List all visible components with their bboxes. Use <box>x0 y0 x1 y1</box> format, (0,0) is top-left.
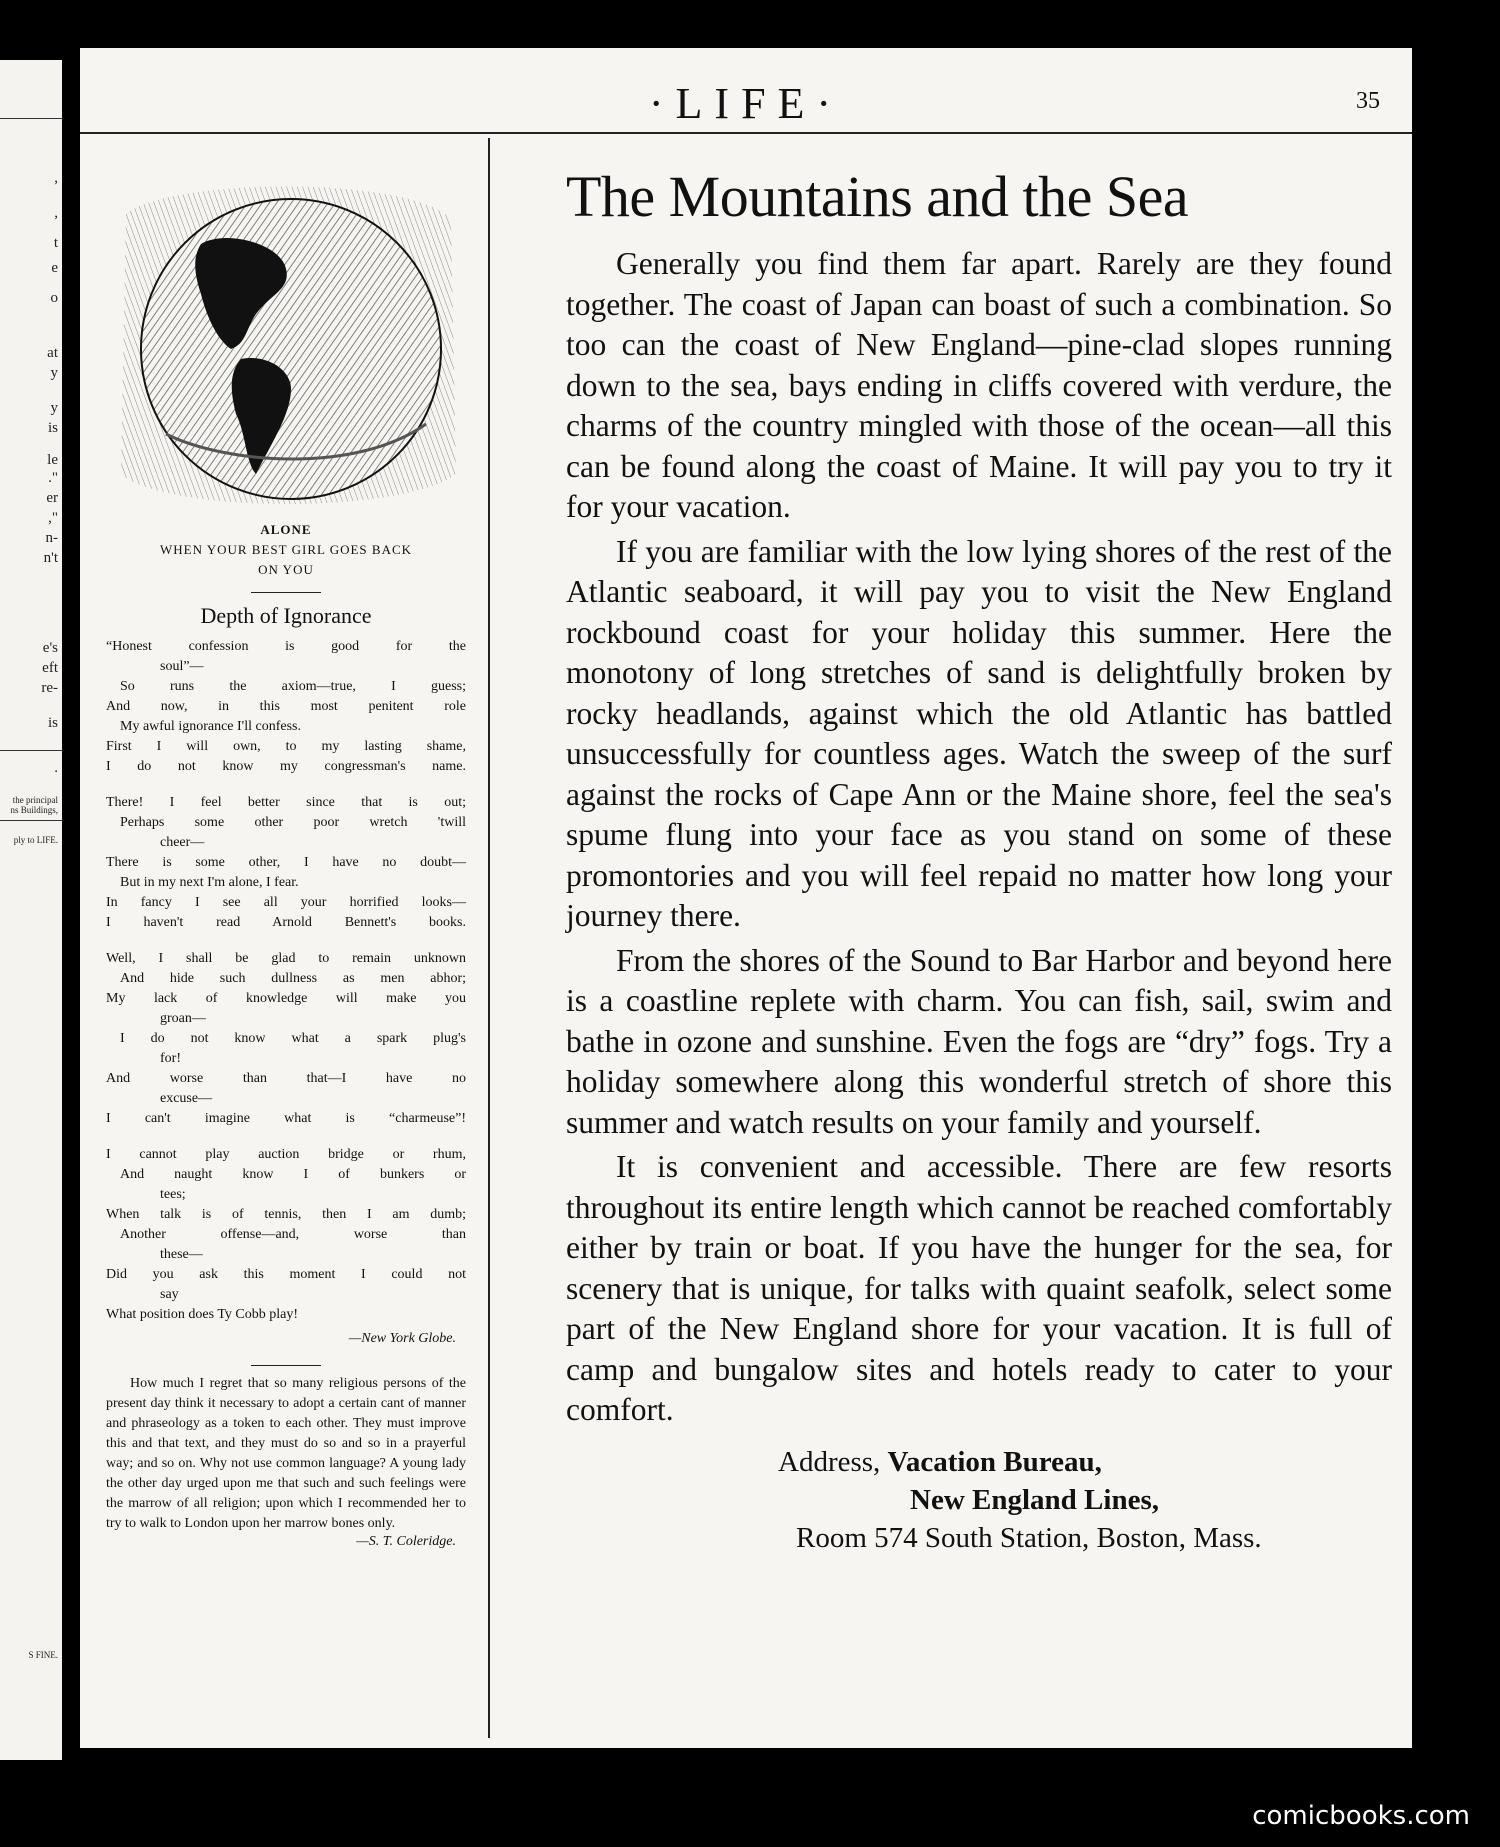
ad-paragraph: It is convenient and accessible. There are few resorts throughout its entire length which cannot be reached comfortably either by train or boat. If you have the hunger for the sea, for scenery that is unique, for talks with quaint seafolk, select some part of the New England shore for your vacation. It is full of camp and bungalow sites and hotels ready to cater to your comfort. <box>566 1149 1392 1427</box>
poem-line: There! I feel better since that is out; <box>106 795 466 810</box>
poem-line: But in my next I'm alone, I fear. <box>120 875 299 890</box>
poem-line: So runs the axiom—true, I guess; <box>120 679 466 694</box>
poem-line: First I will own, to my lasting shame, <box>106 739 466 754</box>
poem-stanza-2 <box>106 793 466 933</box>
prev-page-fragment: . <box>54 760 58 776</box>
ad-paragraph: Generally you find them far apart. Rarely are they found together. The coast of Japan can boast of such a combination. So too can the coast of New England—pine-clad slopes running down to the sea, bays ending in cliffs covered with verdure, the charms of the country mingled with those of the ocean—all this can be found along the coast of Maine. It will pay you to try it for your vacation. <box>566 246 1392 524</box>
poem-line: for! <box>160 1051 181 1066</box>
prev-page-fragment: ." <box>48 470 58 486</box>
prev-page-fragment: o <box>50 290 58 306</box>
site-watermark: comicbooks.com <box>1252 1801 1470 1831</box>
poem-stanza-4 <box>106 1145 466 1325</box>
coleridge-quote: How much I regret that so many religious persons of the present day think it necessary to adopt a certain cant of manner and phraseology as a token to each other. They must improve this and that text, and they must do so and so in a prayerful way; and so on. Why not use common language? A young lady the other day urged upon me that such and such feelings were the marrow of all religion; upon which I recommended her to try to walk to London upon her marrow bones only. <box>106 1376 466 1531</box>
page-number: 35 <box>1356 88 1380 114</box>
prev-page-rule <box>0 118 62 119</box>
prev-page-fragment: , <box>54 205 58 221</box>
prev-page-fragment: S FINE. <box>28 1650 58 1660</box>
column-divider <box>488 138 490 1738</box>
illustration-caption-title: ALONE <box>260 522 312 537</box>
previous-page-edge <box>0 60 62 1760</box>
prev-page-fragment: re- <box>41 680 58 696</box>
poem-line: these— <box>160 1247 203 1262</box>
poem-line: I do not know my congressman's name. <box>106 759 466 774</box>
ad-paragraph: From the shores of the Sound to Bar Harbor and beyond here is a coastline replete with charm. You can fish, sail, swim and bathe in ozone and sunshine. Even the fogs are “dry” fogs. Try a holiday somewhere along this wonderful stretch of shore this summer and watch results on your family and yourself. <box>566 942 1392 1140</box>
poem-line: My lack of knowledge will make you <box>106 991 466 1006</box>
prev-page-fragment: is <box>47 715 58 731</box>
illustration-caption-line2: ON YOU <box>258 562 314 577</box>
address-org-2: New England Lines, <box>910 1483 1159 1516</box>
poem-line: And naught know I of bunkers or <box>120 1167 466 1182</box>
illustration-caption: WHEN YOUR BEST GIRL GOES BACK <box>159 542 413 557</box>
section-rule <box>251 1365 321 1366</box>
poem-line: What position does Ty Cobb play! <box>106 1307 299 1322</box>
poem-line: My awful ignorance I'll confess. <box>120 719 301 734</box>
prev-page-fragment: , <box>54 170 58 186</box>
prev-page-fragment: n't <box>43 550 58 566</box>
poem-line: And worse than that—I have no <box>106 1071 466 1086</box>
poem-line: I do not know what a spark plug's <box>120 1031 466 1046</box>
poem <box>106 637 466 1349</box>
poem-line: Perhaps some other poor wretch 'twill <box>120 815 466 830</box>
masthead-title: ·LIFE· <box>648 79 844 128</box>
poem-line: When talk is of tennis, then I am dumb; <box>106 1207 466 1222</box>
poem-line: groan— <box>160 1011 206 1026</box>
prev-page-fragment: t <box>53 235 58 251</box>
left-column <box>106 174 466 1550</box>
poem-line: tees; <box>160 1187 186 1202</box>
poem-line: There is some other, I have no doubt— <box>106 855 466 870</box>
prev-page-fragment: e's <box>42 640 58 656</box>
poem-line: say <box>160 1287 179 1302</box>
prev-page-fragment: eft <box>42 660 58 676</box>
poem-line: I can't imagine what is “charmeuse”! <box>106 1111 466 1126</box>
prev-page-fragment: y <box>50 400 58 416</box>
prev-page-rule <box>0 820 62 821</box>
quote-attribution: —S. T. Coleridge. <box>356 1534 456 1549</box>
poem-line: excuse— <box>160 1091 213 1106</box>
prev-page-fragment: ," <box>48 510 58 526</box>
prev-page-fragment: n- <box>45 530 58 546</box>
prev-page-rule <box>0 750 62 751</box>
prev-page-fragment: er <box>46 490 58 506</box>
poem-line: Well, I shall be glad to remain unknown <box>106 951 466 966</box>
prev-page-fragment: ply to LIFE. <box>13 835 58 845</box>
poem-title: Depth of Ignorance <box>200 603 372 628</box>
poem-line: Did you ask this moment I could not <box>106 1267 466 1282</box>
poem-line: cheer— <box>160 835 205 850</box>
prev-page-fragment: ns Buildings, <box>10 805 58 815</box>
advertisement <box>566 164 1392 1557</box>
poem-stanza-1 <box>106 637 466 777</box>
prev-page-fragment: y <box>50 365 58 381</box>
address-room: Room 574 South Station, Boston, Mass. <box>796 1521 1262 1554</box>
poem-line: And now, in this most penitent role <box>106 699 466 714</box>
poem-line: And hide such dullness as men abhor; <box>120 971 466 986</box>
poem-line: soul”— <box>160 659 204 674</box>
prev-page-fragment: le <box>47 452 58 468</box>
poem-stanza-3 <box>106 949 466 1129</box>
address-org: Vacation Bureau, <box>887 1445 1102 1478</box>
address-label: Address, <box>778 1445 881 1478</box>
section-rule <box>251 592 321 593</box>
poem-line: I haven't read Arnold Bennett's books. <box>106 915 466 930</box>
magazine-page <box>80 48 1412 1748</box>
globe-icon <box>106 174 466 514</box>
poem-attribution: —New York Globe. <box>348 1331 456 1346</box>
poem-line: In fancy I see all your horrified looks— <box>106 895 466 910</box>
ad-headline: The Mountains and the Sea <box>566 164 1189 229</box>
ad-address <box>566 1443 1392 1557</box>
poem-line: Another offense—and, worse than <box>120 1227 466 1242</box>
prev-page-fragment: e <box>51 260 58 276</box>
prev-page-fragment: at <box>47 345 58 361</box>
poem-line: I cannot play auction bridge or rhum, <box>106 1147 466 1162</box>
header-rule <box>80 132 1412 134</box>
poem-line: “Honest confession is good for the <box>106 639 466 654</box>
ad-paragraph: If you are familiar with the low lying shores of the rest of the Atlantic seaboard, it will pay you to visit the New England rockbound coast for your holiday this summer. Here the monotony of long stretches of sand is delightfully broken by rocky headlands, against which the old Atlantic has battled unsuccessfully for countless ages. Watch the sweep of the surf against the rocks of Cape Ann or the Maine shore, feel the sea's spume flung into your face as you stand on some of these promontories and you will feel repaid no matter how long your journey there. <box>566 533 1392 933</box>
prev-page-fragment: the principal <box>12 795 58 805</box>
prev-page-fragment: is <box>47 420 58 436</box>
